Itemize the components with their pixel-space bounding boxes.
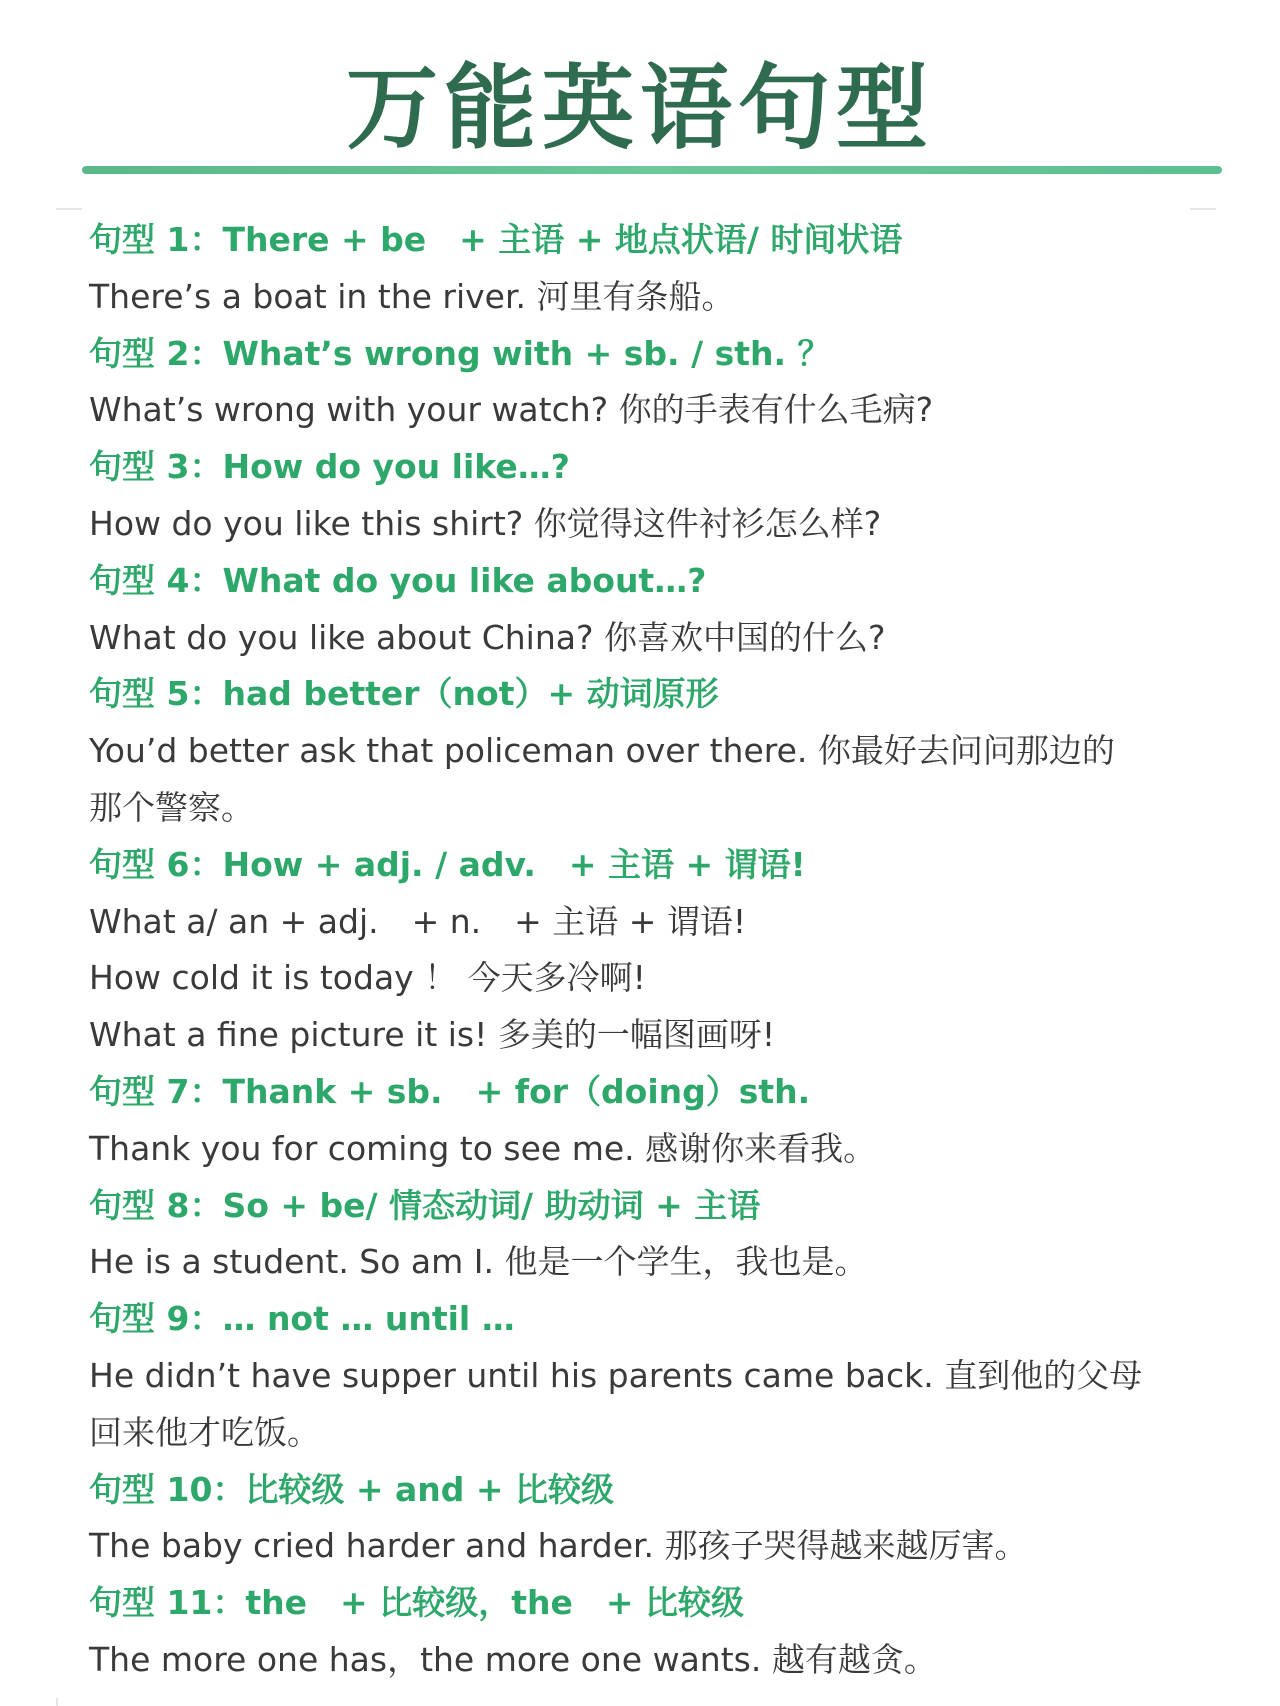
pattern-heading-8: 句型 8：So + be/ 情态动词/ 助动词 + 主语 <box>89 1185 761 1225</box>
title-underline <box>82 166 1222 174</box>
pattern-heading-10: 句型 10：比较级 + and + 比较级 <box>89 1469 615 1509</box>
example-sentence-11: The more one has，the more one wants. 越有越贪。 <box>89 1639 937 1679</box>
example-sentence-10: The baby cried harder and harder. 那孩子哭得越来越厉害。 <box>89 1526 1028 1566</box>
corner-mark-top-left <box>56 208 82 210</box>
pattern-heading-7: 句型 7：Thank + sb. + for（doing）sth. <box>89 1071 811 1111</box>
example-sentence-9: He didn’t have supper until his parents came back. 直到他的父母 <box>89 1355 1143 1395</box>
sentence-pattern-list <box>89 212 1219 1689</box>
example-sentence-5: You’d better ask that policeman over there. 你最好去问问那边的 <box>89 731 1115 771</box>
pattern-heading-9: 句型 9：… not … until … <box>89 1299 515 1339</box>
example-sentence-9-continued: 回来他才吃饭。 <box>89 1412 320 1452</box>
example-sentence-7: Thank you for coming to see me. 感谢你来看我。 <box>89 1128 877 1168</box>
corner-mark-top-right <box>1190 208 1216 210</box>
example-sentence-2: What’s wrong with your watch? 你的手表有什么毛病? <box>89 390 934 430</box>
example-sentence-6b: What a fine picture it is! 多美的一幅图画呀! <box>89 1015 776 1055</box>
pattern-heading-3: 句型 3：How do you like…? <box>89 447 570 487</box>
pattern-6-variant: What a/ an + adj. + n. + 主语 + 谓语! <box>89 901 747 941</box>
example-sentence-4: What do you like about China? 你喜欢中国的什么? <box>89 617 886 657</box>
pattern-heading-11: 句型 11：the + 比较级，the + 比较级 <box>89 1583 744 1623</box>
pattern-heading-1: 句型 1：There + be + 主语 + 地点状语/ 时间状语 <box>89 220 903 259</box>
pattern-heading-4: 句型 4：What do you like about…? <box>89 560 707 600</box>
example-sentence-6a: How cold it is today ！ 今天多冷啊! <box>89 958 646 998</box>
example-sentence-8: He is a student. So am I. 他是一个学生，我也是。 <box>89 1242 868 1282</box>
corner-mark-bottom-left <box>56 1698 58 1706</box>
example-sentence-3: How do you like this shirt? 你觉得这件衬衫怎么样? <box>89 503 882 543</box>
example-sentence-1: There’s a boat in the river. 河里有条船。 <box>89 276 735 316</box>
page-title: 万能英语句型 <box>345 55 934 162</box>
example-sentence-5-continued: 那个警察。 <box>89 787 254 827</box>
pattern-heading-5: 句型 5：had better（not）+ 动词原形 <box>89 674 719 714</box>
pattern-heading-6: 句型 6：How + adj. / adv. + 主语 + 谓语! <box>89 844 806 884</box>
pattern-heading-2: 句型 2：What’s wrong with + sb. / sth. ？ <box>89 333 831 373</box>
